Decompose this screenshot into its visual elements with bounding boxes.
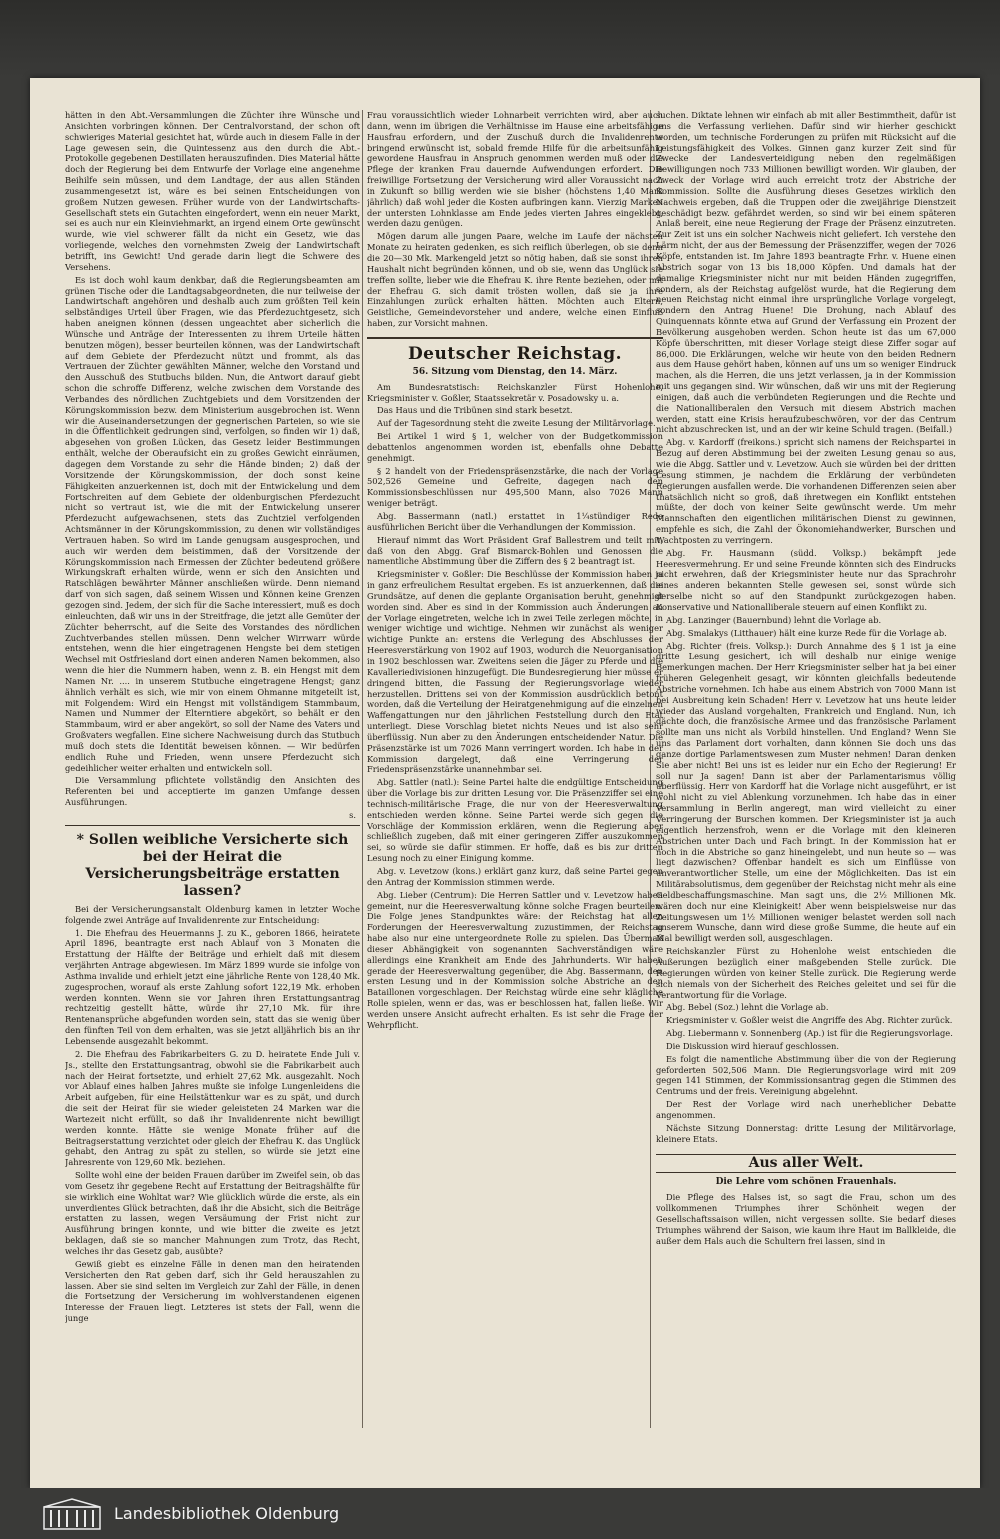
paragraph: Abg. Sattler (natl.): Seine Partei halte die endgültige Entscheidung über die Vorlage bis zur dritten Lesung vor. Die Präsenzziffer sei eine technisch-militärische Frage, die nur von der Heeresverwaltung entschieden werden könne. Seine Partei werde sich gegen die Vorschläge der Kommission erklären, wenn die Regierung aber schließlich zugeben, daß mit einer geringeren Ziffer auszukommen sei, so würde sie dafür stimmen. Er hoffe, daß es bis zur dritten Lesung noch zu einer Einigung komme. xyxy=(367,777,663,864)
paragraph: Auf der Tagesordnung steht die zweite Lesung der Militärvorlage. xyxy=(377,418,656,429)
paragraph: § 2 handelt von der Friedenspräsenzstärke, die nach der Vorlage 502,526 Gemeine und Gefreite, dagegen nach den Kommissionsbeschlüssen nur 495,500 Mann, also 7026 Mann weniger beträgt. xyxy=(367,465,663,509)
column-divider xyxy=(362,110,363,1428)
paragraph: Gewiß giebt es einzelne Fälle in denen man den heiratenden Versicherten den Rat geben darf, sich ihr Geld herauszahlen zu lassen. Aber sie sind selten im Vergleich zur Zahl der Fälle, in denen die Fortsetzung der Versicherung im wohlverstandenen eigenen Interesse der Frauen liegt. Letzteres ist stets der Fall, wenn die junge xyxy=(65,1258,360,1324)
paragraph: Abg. Lieber (Centrum): Die Herren Sattler und v. Levetzow haben gemeint, nur die Heeresverwaltung könne solche Fragen beurteilen. Die Folge jenes Standpunktes wäre: der Reichstag hat allen Forderungen der Heeresverwaltung zuzustimmen, der Reichstag habe also nur eine untergeordnete Rolle zu spielen. Das Übermaß dieser Abhängigkeit von sogenannten Sachverständigen wäre allerdings eine Krankheit am Ende des Jahrhunderts. Wir haben gerade der Heeresverwaltung gegenüber, die Abg. Bassermann, den ersten Lesung und in der Kommission solche Abstriche an den Bataillonen vorgeschlagen. Der Reichstag würde eine sehr klägliche Rolle spielen, wenn er das, was er beschlossen hat, fallen ließe. Wir werden unsere Ansicht aufrecht erhalten. Es ist sehr die Frage der Wehrpflicht. xyxy=(367,889,663,1030)
section-heading: Aus aller Welt. xyxy=(656,1154,956,1173)
paragraph: suchen. Diktate lehnen wir einfach ab mit aller Bestimmtheit, dafür ist uns die Verfassung verliehen. Dafür sind wir hierher geschickt worden, um technische Forderungen zu prüfen mit Rücksicht auf die Leistungsfähigkeit des Volkes. Ginnen ganz kurzer Zeit sind für Zwecke der Landesverteidigung neben den regelmäßigen Bewilligungen noch 733 Millionen bewilligt worden. Wir glauben, der Zweck der Vorlage wird auch erreicht trotz der Abstriche der Kommission. Sollte die Ausführung dieses Gesetzes wirklich den Nachweis ergeben, daß die Truppen oder die zweijährige Dienstzeit geschädigt bezw. gefährdet werden, so sind wir bei einem späteren Anlaß bereit, eine neue Regierung der Frage der Präsenz einzutreten. Zur Zeit ist uns ein solcher Nachweis nicht geliefert. Ich verstehe den Lärm nicht, der aus der Bemessung der Präsenzziffer, wegen der 7026 Köpfe, entstanden ist. Im Jahre 1893 beantragte Frhr. v. Huene einen Abstrich sogar von 13 bis 18,000 Köpfen. Und damals hat der damalige Kriegsminister nicht nur mit beiden Händen zugegriffen, sondern, als der Reichstag aufgelöst wurde, hat die Regierung dem neuen Reichstag nicht einmal ihre ursprüngliche Vorlage vorgelegt, sondern den Antrag Huene! Die Drohung, nach Ablauf des Quinquennats könnte etwa auf Grund der Verfassung ein Prozent der Bevölkerung ausgehoben werden. Schon heute ist das um 67,000 Köpfe überschritten, mit dieser Vorlage steigt diese Ziffer sogar auf 86,000. Die Erklärungen, welche wir heute von den beiden Rednern aus dem Hause gehört haben, können auf uns um so weniger Eindruck machen, als die Herren, die uns jetzt verlassen, ja in der Kommission mit uns gegangen sind. Wir wünschen, daß wir uns mit der Regierung einigen, daß auch die verbündeten Regierungen und die Rechte und die Nationalliberalen den Versuch mit diesem Abstrich machen werden, statt eine Krisis heraufzubeschwören, vor der das Centrum nicht abzuschrecken ist, und an der wir keine Schuld tragen. (Beifall.) xyxy=(656,110,956,435)
divider xyxy=(65,825,360,826)
newspaper-page xyxy=(30,78,980,1488)
top-scanner-strip xyxy=(0,0,1000,78)
paragraph: Bei der Versicherungsanstalt Oldenburg kamen in letzter Woche folgende zwei Anträge auf Invalidenrente zur Entscheidung: xyxy=(65,903,360,925)
paragraph: Kriegsminister v. Goßler weist die Angriffe des Abg. Richter zurück. xyxy=(666,1015,953,1026)
column-right xyxy=(656,110,956,1428)
paragraph: Frau voraussichtlich wieder Lohnarbeit verrichten wird, aber auch dann, wenn im übrigen die Verhältnisse im Hause eine arbeitsfähige Hausfrau erfordern, und der Zuschuß durch die Invalidenrente bringend erwünscht ist, sobald fremde Hilfe für die arbeitsunfähig gewordene Hausfrau in Anspruch genommen werden muß oder die Pflege der kranken Frau dauernde Aufwendungen erfordert. Die freiwillige Fortsetzung der Versicherung wird aller Voraussicht nach in Zukunft so billig werden wie sie bisher (höchstens 1,40 Mark jährlich) daß wohl jeder die Kosten aufbringen kann. Vierzig Marken der untersten Lohnklasse am Ende jedes vierten Jahres eingeklebt, werden dazu genügen. xyxy=(367,110,663,229)
article-subheading: Die Lehre vom schönen Frauenhals. xyxy=(715,1177,897,1188)
paragraph: Sollte wohl eine der beiden Frauen darüber im Zweifel sein, ob das vom Gesetz ihr gegebene Recht auf Erstattung der Beitragshälfte für sie wirklich eine Wohltat war? Wie glücklich würde die erste, als ein unverdientes Glück betrachten, daß ihr die Absicht, sich die Beiträge erstatten zu lassen, wegen Versäumung der Frist nicht zur Ausführung bringen konnte, und wie bitter die zweite es jetzt beklagen, daß sie so mancher Mahnungen zum Trotz, das Recht, welches ihr das Gesetz gab, ausübte? xyxy=(65,1170,360,1256)
paragraph: Abg. Fr. Hausmann (südd. Volksp.) bekämpft jede Heeresvermehrung. Er und seine Freunde könnten sich des Eindrucks nicht erwehren, daß der Kriegsminister heute nur das Sprachrohr eines anderen bekannten Stelle gewesen sei, sonst würde sich derselbe nicht so auf den Standpunkt zurückgezogen haben. Konservative und Nationalliberale steuern auf einen Konflikt zu. xyxy=(656,547,956,612)
paragraph: 1. Die Ehefrau des Heuermanns J. zu K., geboren 1866, heiratete April 1896, beantragte erst nach Ablauf von 3 Monaten die Erstattung der Hälfte der Beiträge und erhielt daß mit diesem verjährten Antrage abgewiesen. Im März 1899 wurde sie infolge von Asthma invalide und erhielt jetzt eine jährliche Rente von 128,40 Mk. zugesprochen, worauf als erste Zahlung sofort 122,19 Mk. erhoben werden konnten. Wenn sie vor Jahren ihren Erstattungsantrag rechtzeitig gestellt hätte, würde ihr 27,10 Mk. für ihre Rentenansprüche abgefunden worden sein, statt das sie wenig über den fünften Teil von dem erhalten, was sie jetzt alljährlich bis an ihr Lebensende ausgezahlt bekommt. xyxy=(65,927,360,1046)
reichstag-heading: Deutscher Reichstag. xyxy=(367,337,663,365)
signature: s. xyxy=(349,810,356,820)
paragraph: Abg. Liebermann v. Sonnenberg (Ap.) ist für die Regierungsvorlage. xyxy=(666,1028,953,1039)
paragraph: Bei Artikel 1 wird § 1, welcher von der Budgetkommission debattenlos angenommen worden ist, ebenfalls ohne Debatte genehmigt. xyxy=(367,431,663,463)
paragraph: Die Diskussion wird hierauf geschlossen. xyxy=(666,1040,839,1051)
paragraph: hätten in den Abt.-Versammlungen die Züchter ihre Wünsche und Ansichten vorbringen können. Der Centralvorstand, der schon oft schwieriges Material gesichtet hat, würde auch in diesem Falle in der Lage gewesen sein, die Quintessenz aus den durch die Abt.-Protokolle gegebenen Destillaten herauszufinden. Dies Material hätte doch der Regierung bei dem Entwurfe der Vorlage eine angenehme Beihilfe sein müssen, und dem Landtage, der aus allen Ständen zusammengesetzt ist, wäre es bei seinen Entscheidungen von großem Nutzen gewesen. Früher wurde von der Landwirtschafts-Gesellschaft stets ein Gutachten eingefordert, wenn ein neuer Markt, sei es auch nur ein Kleinviehmarkt, an irgend einem Orte gewünscht wurde, wie viel schwerer fällt da nicht ein Gesetz, wie das vorliegende, welches den vornehmsten Zweig der Landwirtschaft betrifft, ins Gewicht! Und gerade darin liegt die Schwere des Versehens. xyxy=(65,110,360,272)
paragraph: Das Haus und die Tribünen sind stark besetzt. xyxy=(377,405,573,416)
column-left xyxy=(65,110,360,1428)
paragraph: Abg. v. Levetzow (kons.) erklärt ganz kurz, daß seine Partei gegen den Antrag der Kommission stimmen werde. xyxy=(367,866,663,887)
paragraph: Hierauf nimmt das Wort Präsident Graf Ballestrem und teilt mit, daß von den Abgg. Graf Bismarck-Bohlen und Genossen die namentliche Abstimmung über die Ziffern des § 2 beantragt ist. xyxy=(367,534,663,567)
paragraph: Abg. Bassermann (natl.) erstattet in 1¼stündiger Rede ausführlichen Bericht über die Verhandlungen der Kommission. xyxy=(367,511,663,532)
library-name: Landesbibliothek Oldenburg xyxy=(114,1504,340,1523)
paragraph: Abg. v. Kardorff (freikons.) spricht sich namens der Reichspartei in Bezug auf deren Abstimmung bei der zweiten Lesung genau so aus, wie die Abgg. Sattler und v. Levetzow. Auch sie würden bei der dritten Lesung stimmen, je nachdem die Erklärung der verbündeten Regierungen ausfallen werde. Die vorhandenen Differenzen seien aber thatsächlich nicht so groß, daß ihretwegen ein Konflikt entstehen müßte, der doch von keiner Seite gewünscht werde. Um mehr Mannschaften den eigentlichen militärischen Dienst zu gewinnen, empfehle es sich, die Zahl der Ökonomiehandwerker, Burschen und Wachtposten zu verringern. xyxy=(656,437,956,545)
paragraph: Abg. Lanzinger (Bauernbund) lehnt die Vorlage ab. xyxy=(666,614,882,625)
paragraph: Nächste Sitzung Donnerstag: dritte Lesung der Militärvorlage, kleinere Etats. xyxy=(656,1122,956,1144)
paragraph: Abg. Bebel (Soz.) lehnt die Vorlage ab. xyxy=(666,1002,829,1013)
paragraph: Mögen darum alle jungen Paare, welche im Laufe der nächsten Monate zu heiraten gedenken, es sich reiflich überlegen, ob sie denn die 20—30 Mk. Markengeld jetzt so nötig haben, daß sie sonst ihren Haushalt nicht begründen können, und ob sie, wenn das Unglück sie treffen sollte, lieber wie die Ehefrau K. ihre Rente beziehen, oder mit der Ehefrau G. sich damit trösten wollen, daß sie ja ihre Einzahlungen zurück erhalten hätten. Möchten auch Eltern, Geistliche, Gemeindevorsteher und andere, welche einen Einfluß haben, zur Vorsicht mahnen. xyxy=(367,231,663,329)
article-heading: * Sollen weibliche Versicherte sich bei der Heirat die Versicherungsbeiträge erstatten lassen? xyxy=(76,831,349,899)
paragraph: Am Bundesratstisch: Reichskanzler Fürst Hohenlohe, Kriegsminister v. Goßler, Staatssekretär v. Posadowsky u. a. xyxy=(367,381,663,403)
paragraph: 2. Die Ehefrau des Fabrikarbeiters G. zu D. heiratete Ende Juli v. Js., stellte den Erstattungsantrag, obwohl sie die Fabrikarbeit auch nach der Heirat fortsetzte, und erhielt 27,62 Mk. ausgezahlt. Noch vor Ablauf eines halben Jahres mußte sie infolge Lungenleidens die Arbeit aufgeben, für eine Heilstättenkur war es zu spät, und durch die seit der Heirat für sie wieder geleisteten 24 Marken war die Wartezeit nicht erfüllt, so daß ihr Invalidenrente nicht bewilligt werden konnte. Hätte sie wenige Monate früher auf die Beitragserstattung verzichtet oder gleich der Ehefrau K. das Unglück gehabt, den Antrag zu spät zu stellen, so würde sie jetzt eine Jahresrente von 129,60 Mk. beziehen. xyxy=(65,1048,360,1168)
paragraph: Die Pflege des Halses ist, so sagt die Frau, schon um des vollkommenen Triumphes ihrer Schönheit wegen der Gesellschaftssaison willen, nicht vergessen sollte. Sie bedarf dieses Triumphes während der Saison, wie kaum ihre Haut im Ballkleide, die außer dem Hals auch die Schultern frei lassen, sind in xyxy=(656,1192,956,1246)
paragraph: Kriegsminister v. Goßler: Die Beschlüsse der Kommission haben ja in ganz erfreulichem Resultat ergeben. Es ist anzuerkennen, daß die Grundsätze, auf denen die geplante Organisation beruht, genehmigt worden sind. Aber es sind in der Kommission auch Änderungen an der Vorlage eingetreten, welche ich in zwei Teile zerlegen möchte, in weniger wichtige und wichtige. Nehmen wir zunächst als weniger wichtige Punkte an: erstens die Verlegung des Abschlusses der Heeresverstärkung von 1902 auf 1903, wodurch die Neuorganisation in 1902 beschlossen war. Zweitens seien die Jäger zu Pferde und die Kavalleriedivisionen hinzugefügt. Die Bundesregierung hier müsse er dringend bitten, die Fassung der Regierungsvorlage wieder herzustellen. Drittens sei von der Kommission ausdrücklich betont worden, daß die Verteilung der Heiratgenehmigung auf die einzelnen Waffengattungen nur den jährlichen Feststellung durch den Etat unterliegt. Diese Vorschlag bietet nichts Neues und ist also sehr überflüssig. Nun aber zu den Änderungen entscheidender Natur. Die Präsenzstärke ist um 7026 Mann verringert worden. Ich habe in der Kommission dargelegt, daß eine Verringerung der Friedenspräsenzstärke unannehmbar sei. xyxy=(367,569,663,775)
footer-bar xyxy=(0,1488,1000,1539)
column-middle xyxy=(367,110,663,1428)
paragraph: Der Rest der Vorlage wird nach unerheblicher Debatte angenommen. xyxy=(656,1099,956,1120)
paragraph: Es ist doch wohl kaum denkbar, daß die Regierungsbeamten am grünen Tische oder die Landtagsabgeordneten, die nur teilweise der Landwirtschaft angehören und deshalb auch zum größten Teil kein selbständiges Urteil über Fragen, wie das Pferdezuchtgesetz, sich haben aneignen können (dessen ungeachtet aber sicherlich die Wünsche und Anträge der Interessenten zu ihrem Urteile hätten benutzen mögen), besser beurteilen können, was der Landwirtschaft auf dem Gebiete der Pferdezucht nützt und frommt, als das Vertrauen der Züchter gewählten Männer, welche den Vorstand und den Ausschuß des Stutbuchs bilden. Nun, die Antwort darauf giebt schon die schroffe Differenz, welche zwischen dem Vorstande des Verbandes des nördlichen Zuchtgebiets und dem Vorsitzenden der Körungskommission bezw. dem Ministerium ausgebrochen ist. Wenn wir die Auseinandersetzungen der gegnerischen Parteien, so wie sie in die Öffentlichkeit gedrungen sind, verfolgen, so finden wir 1) daß, abgesehen von großen Lücken, das Gesetz leider Bestimmungen enthält, welche der Oberaufsicht ein zu großes Gewicht einräumen, dagegen dem Vorstande zu sehr die Hände binden; 2) daß der Vorsitzende der Körungskommission, der doch sonst keine Fähigkeiten anzuerkennen ist, doch mit der Entwickelung und dem Fortschreiten auf dem Gebiete der oldenburgischen Pferdezucht nicht so vertraut ist, wie die mit der Entwickelung unserer Pferdezucht aufgewachsenen, stets das Zuchtziel verfolgenden Achtsmänner in der Körungskommission, zu denen wir vollständiges Vertrauen haben. So wird im Lande genugsam ausgesprochen, und auch wir werden dem beistimmen, daß der Vorsitzende der Körungskommission nach Ermessen der Züchter bedeutend größere Wirkungskraft erhalten würde, wenn er sich den Ansichten und Ratschlägen bewährter Männer anschließen würde. Denn niemand darf von sich sagen, daß seinem Wissen und Können keine Grenzen gezogen sind. Jedem, der sich für die Sache interessiert, muß es doch einleuchten, daß wir uns in der Streitfrage, die jetzt alle Gemüter der Züchter beherrscht, auf die Seite des Vorstandes des nördlichen Zuchtverbandes stellen müssen. Denn welcher Wirrwarr würde entstehen, wenn die hier eingetragenen Hengste bei dem stetigen Wechsel mit Ostfriesland dort einen anderen Namen bekommen, also wenn die hier die Nummern haben, wenn z. B. ein Hengst mit dem Namen Nr. .... in unserem Stutbuche eingetragene Hengst; ganz ähnlich verhält es sich, wie mir von einem Ohmanne mitgeteilt ist, mit Folgendem: Wird ein Hengst mit vollständigem Stammbaum, Namen und Nummer der Elterntiere abgekört, so behält er den Stammbaum, wird er aber angekört, so soll der Name des Vaters und Großvaters wegfallen. Eine sichere Nachweisung durch das Stutbuch muß doch stets die Identität beweisen können. — Wir bedürfen endlich Ruhe und Frieden, wenn unsere Pferdezucht sich gedeihlicher weiter erhalten und entwickeln soll. xyxy=(65,274,360,773)
library-building-icon xyxy=(42,1497,102,1531)
paragraph: Reichskanzler Fürst zu Hohenlohe weist entschieden die Äußerungen bezüglich einer maßgebenden Stelle zurück. Die Regierungen würden von keiner Stelle zurück. Die Regierung werde sich niemals von der Sicherheit des Reiches geleitet und sei für die Verantwortung für die Vorlage. xyxy=(656,946,956,1000)
paragraph: Abg. Richter (freis. Volksp.): Durch Annahme des § 1 ist ja eine dritte Lesung gesichert, ich will deshalb nur einige wenige Bemerkungen machen. Der Herr Kriegsminister selber hat ja bei einer früheren Gelegenheit gesagt, wir könnten gleichfalls bedeutende Abstriche vornehmen. Ich habe aus einem Abstrich von 7000 Mann ist bei Ausbreitung kein Schaden! Herr v. Levetzow hat uns heute leider wieder das Ausland vorgehalten, Frankreich und England. Nun, ich dächte doch, die französische Armee und das französische Parlament sollte man uns nicht als Vorbild hinstellen. Und England? Wenn Sie uns das Parlament dort vorhalten, dann können Sie doch uns das ganze dortige Parlamentswesen zum Muster nehmen! Daran denken Sie aber nicht! Bei uns ist es leider nur ein Echo der Regierung! Er soll nur Ja sagen! Dann ist aber der Parlamentarismus völlig überflüssig. Herr von Kardorff hat die Vorlage nicht ausgeführt, er ist wohl nicht zu viel Ablenkung vorzunehmen. Ich habe das in einer Versammlung in Berlin angeregt, man wird vielleicht zu einer Verringerung der Burschen kommen. Der Kriegsminister ist ja auch eigentlich herzensfroh, wenn er die Vorlage mit den kleineren Abstrichen unter Dach und Fach bringt. In der Kommission hat er noch in die Abstriche so ganz hineingelebt, und nun heute so — was liegt dazwischen? Offenbar handelt es sich um Einflüsse von unverantwortlicher Stelle, um eine der Möglichkeiten. Das ist ein Militärabsolutismus, dem gegenüber der Reichstag nicht mehr als eine Geldbeschaffungsmaschine. Man sagt uns, die 2½ Millionen Mk. wären doch nur eine Kleinigkeit! Aber wenn beispielsweise nur das Zeitungswesen um 1½ Millionen weniger belastet werden soll nach unserem Wunsche, dann wird diese große Summe, die heute auf ein Mal bewilligt werden soll, ausgeschlagen. xyxy=(656,640,956,944)
paragraph: Die Versammlung pflichtete vollständig den Ansichten des Referenten bei und acceptierte im ganzen Umfange dessen Ausführungen. xyxy=(65,775,360,808)
paragraph: Es folgt die namentliche Abstimmung über die von der Regierung geforderten 502,506 Mann. Die Regierungsvorlage wird mit 209 gegen 141 Stimmen, der Kommissionsantrag gegen die Stimmen des Centrums und der freis. Vereinigung abgelehnt. xyxy=(656,1053,956,1097)
sitting-subheading: 56. Sitzung vom Dienstag, den 14. März. xyxy=(412,366,618,377)
paragraph: Abg. Smalakys (Litthauer) hält eine kurze Rede für die Vorlage ab. xyxy=(666,627,947,638)
